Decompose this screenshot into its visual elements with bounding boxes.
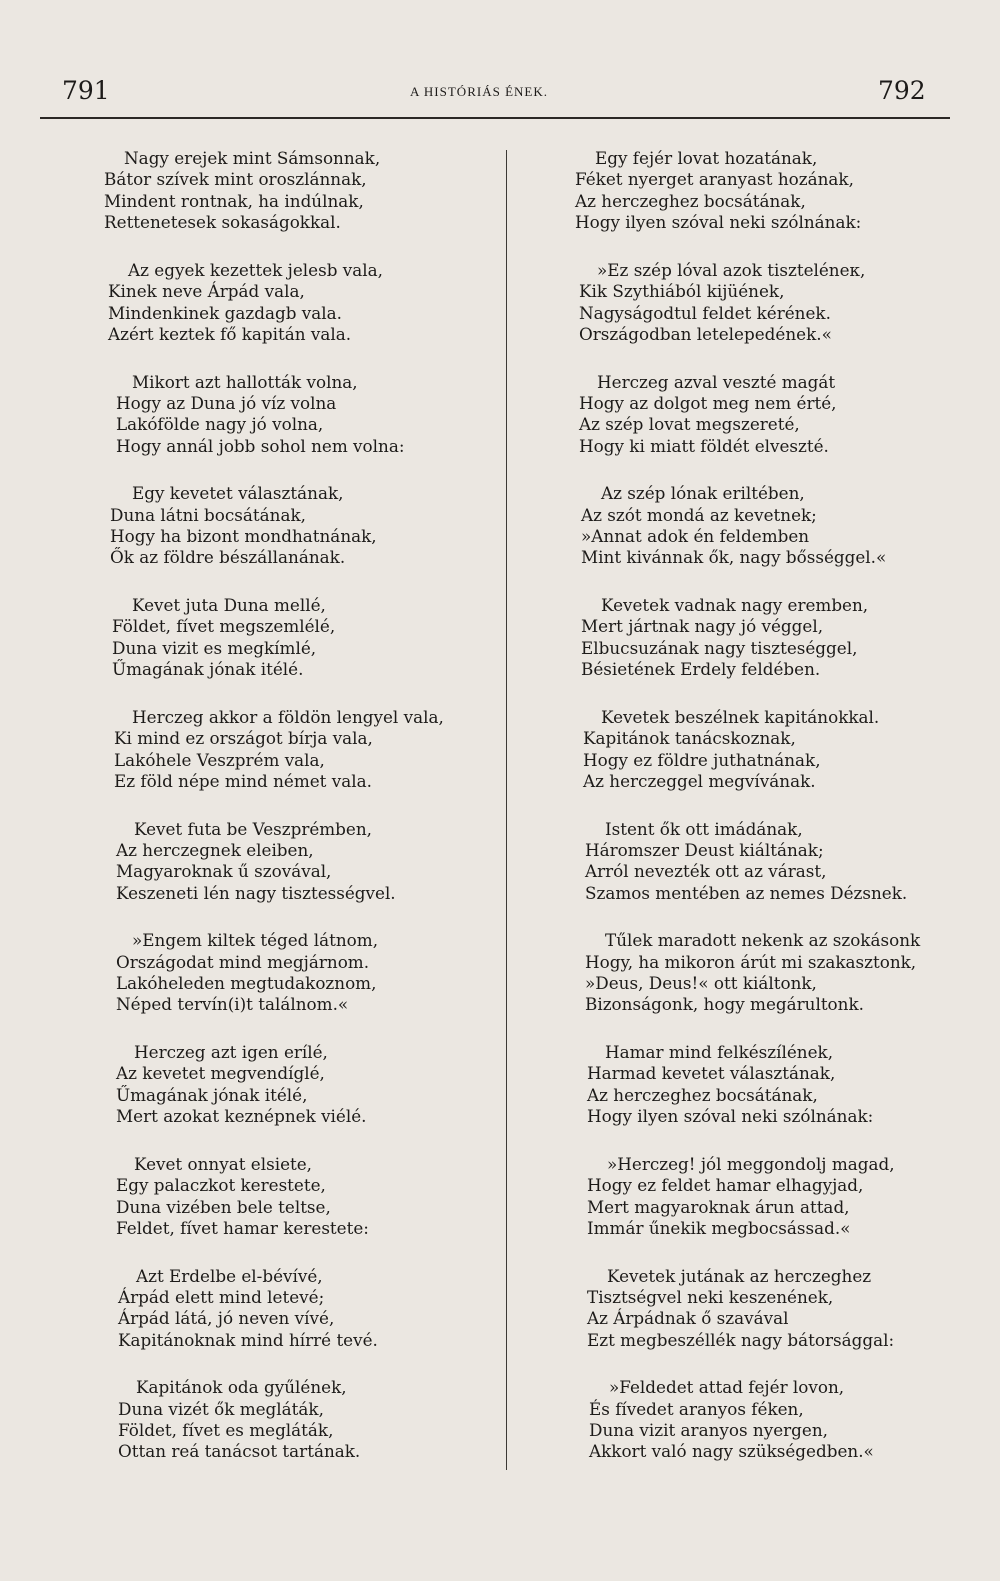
stanza-gap bbox=[575, 569, 960, 595]
verse-line: Keszeneti lén nagy tisztességvel. bbox=[116, 882, 396, 903]
verse-line: Hogy ilyen szóval neki szólnának: bbox=[575, 212, 862, 233]
verse-line: Kevetek vadnak nagy eremben, bbox=[601, 595, 869, 615]
verse-line: Egy fejér lovat hozatának, bbox=[595, 148, 818, 168]
header-rule bbox=[40, 117, 950, 119]
verse-line: Mindenkinek gazdagb vala. bbox=[108, 302, 342, 323]
verse-line: Űmagának jónak itélé, bbox=[116, 1084, 308, 1105]
stanza bbox=[104, 707, 494, 793]
stanza bbox=[104, 372, 494, 458]
verse-line: Az szép lovat megszereté, bbox=[579, 414, 800, 435]
verse-line: Ezt megbeszéllék nagy bátorsággal: bbox=[587, 1329, 895, 1350]
stanza bbox=[104, 260, 494, 346]
verse-line: Hogy az dolgot meg nem érté, bbox=[579, 392, 837, 413]
verse-line: Mert jártnak nagy jó véggel, bbox=[581, 616, 824, 637]
stanza bbox=[575, 595, 960, 681]
stanza-gap bbox=[575, 1351, 960, 1377]
stanza bbox=[575, 1377, 960, 1463]
verse-line: Országodban letelepedének.« bbox=[579, 323, 832, 344]
verse-line: Hogy ki miatt földét elveszté. bbox=[579, 435, 829, 456]
stanza bbox=[575, 148, 960, 234]
verse-line: Duna vizit es megkímlé, bbox=[112, 637, 317, 658]
stanza-gap bbox=[104, 234, 494, 260]
stanza-gap bbox=[104, 1016, 494, 1042]
verse-line: Kevet onnyat elsiete, bbox=[134, 1153, 313, 1174]
verse-line: Bésietének Erdely feldében. bbox=[581, 659, 821, 680]
page-number-right: 792 bbox=[878, 76, 926, 105]
verse-line: Duna látni bocsátának, bbox=[110, 504, 306, 525]
verse-line: Hogy ez feldet hamar elhagyjad, bbox=[587, 1175, 864, 1196]
verse-line: Magyaroknak ű szovával, bbox=[116, 861, 332, 882]
verse-line: Herczeg azt igen erílé, bbox=[134, 1042, 328, 1062]
stanza bbox=[104, 148, 494, 234]
verse-line: Azért keztek fő kapitán vala. bbox=[108, 323, 352, 344]
verse-line: Hogy az Duna jó víz volna bbox=[116, 392, 337, 413]
verse-line: »Engem kiltek téged látnom, bbox=[132, 930, 379, 951]
stanza-gap bbox=[575, 457, 960, 483]
verse-line: Az szót mondá az kevetnek; bbox=[581, 504, 817, 525]
verse-line: Nagyságodtul feldet kérének. bbox=[579, 302, 831, 323]
verse-line: Mikort azt hallották volna, bbox=[132, 371, 358, 392]
stanza bbox=[575, 483, 960, 569]
verse-line: Istent ők ott imádának, bbox=[605, 818, 803, 839]
verse-line: Ez föld népe mind német vala. bbox=[114, 770, 372, 791]
verse-line: Mindent rontnak, ha indúlnak, bbox=[104, 190, 364, 211]
verse-line: »Ez szép lóval azok tiszteléneк, bbox=[597, 259, 866, 280]
verse-line: Földet, fívet es megláták, bbox=[118, 1420, 334, 1441]
verse-line: Kevet futa be Veszprémben, bbox=[134, 818, 373, 839]
verse-line: Mert azokat keznépnek viélé. bbox=[116, 1106, 367, 1127]
verse-line: Kevetek jutának az herczeghez bbox=[607, 1265, 872, 1286]
verse-line: Harmad kevetet választának, bbox=[587, 1063, 836, 1084]
verse-line: Az egyek kezettek jelesb vala, bbox=[128, 259, 383, 280]
stanza bbox=[575, 1266, 960, 1352]
verse-line: Lakóhele Veszprém vala, bbox=[114, 749, 325, 770]
verse-line: Földet, fívet megszemlélé, bbox=[112, 616, 336, 637]
stanza-gap bbox=[575, 1239, 960, 1265]
stanza bbox=[575, 1154, 960, 1240]
verse-line: Elbucsuzának nagy tiszteséggel, bbox=[581, 637, 858, 658]
verse-line: Duna vizit aranyos nyergen, bbox=[589, 1420, 828, 1441]
verse-line: Immár űnekik megbocsássad.« bbox=[587, 1217, 851, 1238]
verse-line: Az szép lónak eriltében, bbox=[601, 483, 805, 504]
verse-line: Tisztségvel neki keszenének, bbox=[587, 1286, 834, 1307]
stanza bbox=[575, 260, 960, 346]
stanza bbox=[575, 1042, 960, 1128]
verse-line: Nagy erejek mint Sámsonnak, bbox=[124, 148, 381, 168]
page-number-left: 791 bbox=[62, 76, 110, 105]
verse-line: Hogy ez földre juthatnának, bbox=[583, 749, 821, 770]
stanza bbox=[104, 1154, 494, 1240]
verse-line: Kik Szythiából kijüének, bbox=[579, 281, 785, 302]
verse-line: Az herczeghez bocsátának, bbox=[575, 190, 806, 211]
stanza-gap bbox=[104, 1351, 494, 1377]
stanza-gap bbox=[104, 457, 494, 483]
stanza-gap bbox=[575, 681, 960, 707]
verse-line: Az herczeggel megvívának. bbox=[583, 770, 816, 791]
stanza-gap bbox=[575, 234, 960, 260]
verse-line: Az Árpádnak ő szavával bbox=[587, 1308, 789, 1329]
verse-line: Lakófölde nagy jó volna, bbox=[116, 414, 324, 435]
verse-line: Kapitánoknak mind hírré tevé. bbox=[118, 1329, 378, 1350]
verse-line: Néped tervín(i)t találnom.« bbox=[116, 994, 349, 1015]
verse-line: Űmagának jónak itélé. bbox=[112, 659, 304, 680]
stanza-gap bbox=[575, 1128, 960, 1154]
verse-line: Árpád látá, jó neven vívé, bbox=[118, 1308, 335, 1329]
stanza-gap bbox=[575, 792, 960, 818]
verse-line: Hogy ha bizont mondhatnának, bbox=[110, 526, 377, 547]
verse-line: Feldet, fívet hamar kerestete: bbox=[116, 1217, 369, 1238]
stanza-gap bbox=[104, 1128, 494, 1154]
verse-line: Hamar mind felkészílének, bbox=[605, 1042, 834, 1062]
verse-line: Kinek neve Árpád vala, bbox=[108, 281, 305, 302]
stanza bbox=[104, 819, 494, 905]
verse-line: Lakóheleden megtudakoznom, bbox=[116, 973, 377, 994]
verse-line: Ottan reá tanácsot tartának. bbox=[118, 1441, 361, 1462]
verse-line: Kevet juta Duna mellé, bbox=[132, 595, 326, 615]
stanza-gap bbox=[104, 569, 494, 595]
stanza-gap bbox=[104, 1239, 494, 1265]
stanza-gap bbox=[575, 345, 960, 371]
verse-line: Háromszer Deust kiáltának; bbox=[585, 839, 824, 860]
stanza bbox=[104, 595, 494, 681]
verse-line: Herczeg akkor a földön lengyel vala, bbox=[132, 706, 444, 727]
verse-line: Bizonságonk, hogy megárultonk. bbox=[585, 994, 864, 1015]
verse-line: Hogy annál jobb sohol nem volna: bbox=[116, 435, 405, 456]
verse-line: Féket nyerget aranyast hozának, bbox=[575, 169, 854, 190]
verse-line: Mint kivánnak ők, nagy bősséggel.« bbox=[581, 547, 887, 568]
verse-line: Hogy ilyen szóval neki szólnának: bbox=[587, 1106, 874, 1127]
verse-line: Azt Erdelbe el-bévívé, bbox=[136, 1265, 323, 1286]
verse-line: »Annat adok én feldemben bbox=[581, 526, 810, 547]
verse-line: Mert magyaroknak árun attad, bbox=[587, 1196, 850, 1217]
stanza bbox=[575, 707, 960, 793]
verse-line: És fívedet aranyos féken, bbox=[589, 1398, 804, 1419]
verse-line: Duna vizében bele teltse, bbox=[116, 1196, 331, 1217]
verse-line: »Herczeg! jól meggondolj magad, bbox=[607, 1153, 895, 1174]
verse-line: Az herczeghez bocsátának, bbox=[587, 1084, 818, 1105]
verse-line: Tűlek maradott nekenk az szokásonk bbox=[605, 930, 921, 951]
verse-line: Bátor szívek mint oroszlánnak, bbox=[104, 169, 367, 190]
column-divider bbox=[506, 150, 507, 1470]
stanza bbox=[104, 483, 494, 569]
stanza-gap bbox=[575, 904, 960, 930]
verse-line: Kapitánok oda gyűlének, bbox=[136, 1377, 347, 1398]
verse-line: Az herczegnek eleiben, bbox=[116, 839, 314, 860]
verse-line: Rettenetesek sokaságokkal. bbox=[104, 212, 341, 233]
stanza bbox=[104, 1377, 494, 1463]
verse-line: Herczeg azval veszté magát bbox=[597, 371, 836, 392]
stanza-gap bbox=[104, 792, 494, 818]
verse-line: Egy palaczkot kerestete, bbox=[116, 1175, 326, 1196]
verse-line: Kevetek beszélnek kapitánokkal. bbox=[601, 706, 880, 727]
verse-line: Ki mind ez országot bírja vala, bbox=[114, 728, 373, 749]
stanza-gap bbox=[104, 681, 494, 707]
stanza bbox=[104, 1042, 494, 1128]
stanza-gap bbox=[104, 345, 494, 371]
verse-line: Országodat mind megjárnom. bbox=[116, 951, 370, 972]
verse-line: »Deus, Deus!« ott kiáltonk, bbox=[585, 973, 817, 994]
verse-line: »Feldedet attad fejér lovon, bbox=[609, 1377, 845, 1398]
stanza-gap bbox=[575, 1016, 960, 1042]
verse-line: Duna vizét ők megláták, bbox=[118, 1398, 324, 1419]
verse-line: Kapitánok tanácskoznak, bbox=[583, 728, 796, 749]
stanza bbox=[575, 372, 960, 458]
stanza bbox=[104, 930, 494, 1016]
running-head: A HISTÓRIÁS ÉNEK. bbox=[410, 84, 548, 99]
stanza bbox=[104, 1266, 494, 1352]
verse-line: Szamos mentében az nemes Dézsnek. bbox=[585, 882, 908, 903]
left-column bbox=[104, 148, 494, 1463]
verse-line: Árpád elett mind letevé; bbox=[118, 1286, 325, 1307]
verse-line: Az kevetet megvendíglé, bbox=[116, 1063, 325, 1084]
verse-line: Ők az földre bészállanának. bbox=[110, 547, 346, 568]
right-column bbox=[575, 148, 960, 1463]
verse-line: Hogy, ha mikoron árút mi szakasztonk, bbox=[585, 951, 917, 972]
verse-line: Egy kevetet választának, bbox=[132, 483, 344, 504]
stanza bbox=[575, 930, 960, 1016]
verse-line: Akkort való nagy szükségedben.« bbox=[589, 1441, 874, 1462]
verse-line: Arról nevezték ott az várast, bbox=[585, 861, 827, 882]
stanza-gap bbox=[104, 904, 494, 930]
stanza bbox=[575, 819, 960, 905]
